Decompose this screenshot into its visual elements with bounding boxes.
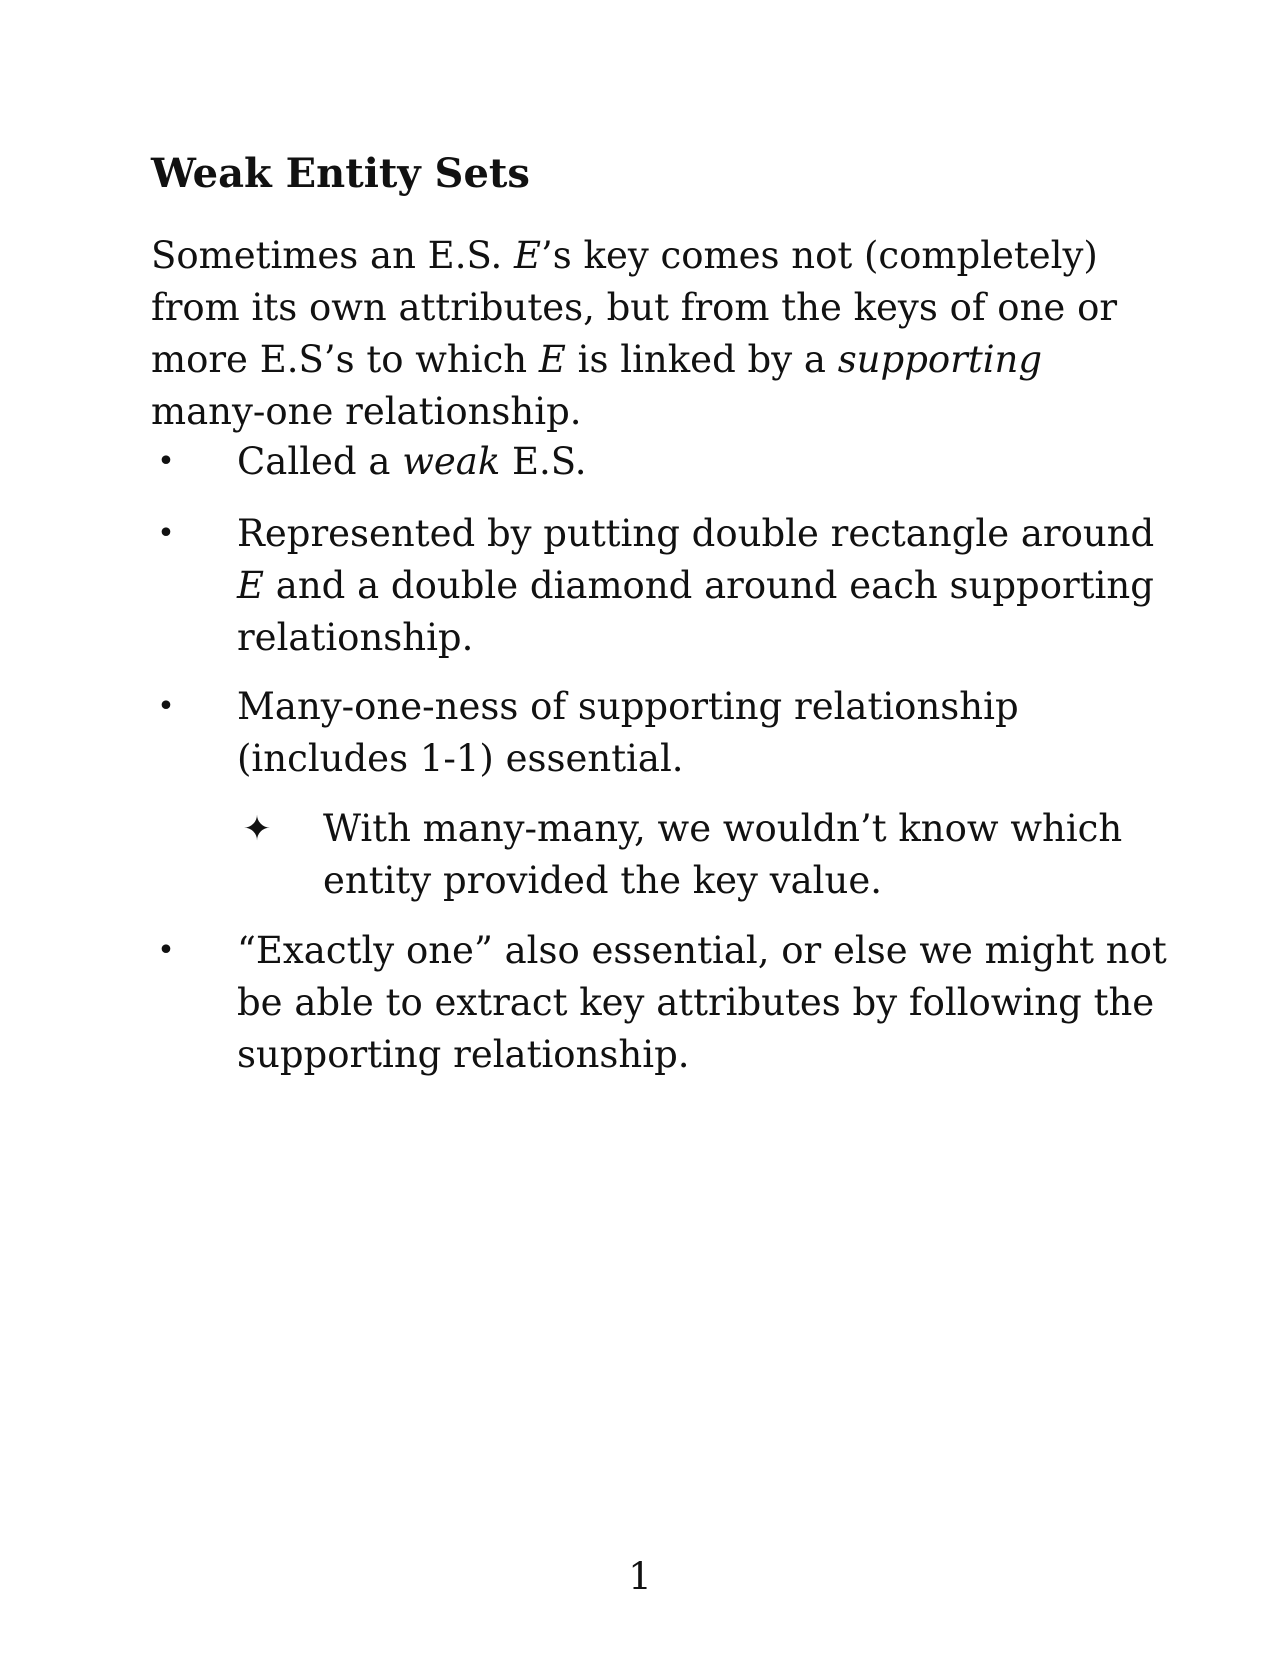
bullet-text-part: and a double diamond around each supporting relationship.	[237, 564, 1154, 659]
bullet-icon: •	[157, 516, 175, 551]
page-number: 1	[628, 1555, 652, 1598]
star-icon: ✦	[242, 809, 272, 849]
bullet-text-part: E.S.	[500, 440, 587, 483]
bullet-text-part: Called a	[237, 440, 403, 483]
subbullet-text: With many-many, we wouldn’t know which entity provided the key value.	[323, 807, 1123, 902]
intro-text-4: many-one relationship.	[151, 390, 582, 433]
intro-variable-e-2: E	[538, 338, 566, 381]
intro-text-1: Sometimes an E.S.	[151, 234, 515, 277]
bullet-text	[237, 436, 1167, 488]
bullet-text-part: Represented by putting double rectangle around	[237, 512, 1155, 555]
bullet-text	[237, 508, 1167, 664]
bullet-icon: •	[157, 689, 175, 724]
intro-variable-e: E	[514, 234, 542, 277]
page-title: Weak Entity Sets	[151, 150, 530, 197]
intro-text-2: ’s key comes not (completely) from its own attributes, but from the keys of one or more E.S’s to which	[151, 234, 1118, 381]
intro-paragraph	[151, 230, 1151, 438]
bullet-icon: •	[157, 444, 175, 479]
bullet-variable-e: E	[237, 564, 265, 607]
bullet-text: “Exactly one” also essential, or else we might not be able to extract key attributes by following the supporting relationship.	[237, 929, 1167, 1076]
intro-emphasis-supporting: supporting	[837, 338, 1043, 381]
bullet-text: Many-one-ness of supporting relationship (includes 1-1) essential.	[237, 685, 1019, 780]
bullet-icon: •	[157, 933, 175, 968]
intro-text-3: is linked by a	[565, 338, 838, 381]
bullet-emphasis-weak: weak	[402, 440, 501, 483]
